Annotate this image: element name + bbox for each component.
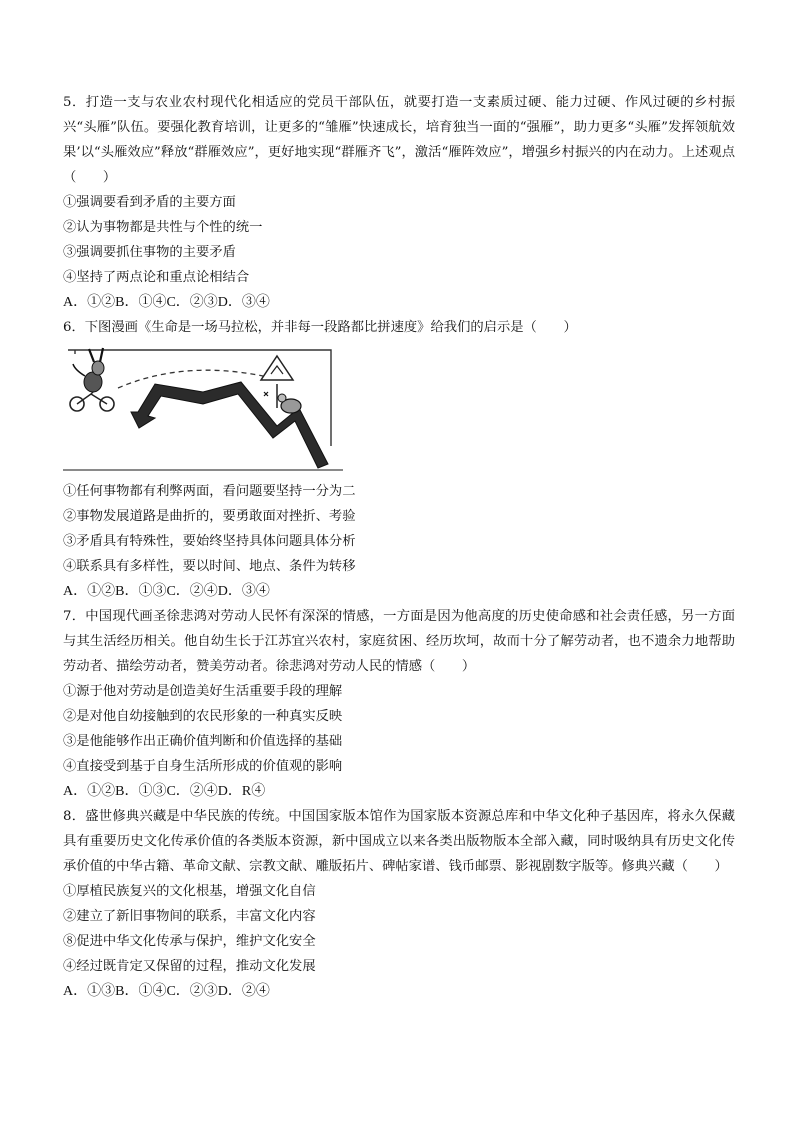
question-8 — [63, 804, 735, 1004]
question-7-option-1: ①源于他对劳动是创造美好生活重要手段的理解 — [63, 684, 343, 699]
question-5-answer-choices: A．①②B．①④C．②③D．③④ — [63, 295, 270, 310]
question-7-stem: 7．中国现代画圣徐悲鸿对劳动人民怀有深深的情感，一方面是因为他高度的历史使命感和社会责任感，另一方面与其生活经历相关。他自幼生长于江苏宜兴农村，家庭贫困、经历坎坷，故而十分了解劳动者，也不遗余力地帮助劳动者、描绘劳动者，赞美劳动者。徐悲鸿对劳动人民的情感（ ） — [63, 609, 735, 674]
question-6-stem: 6．下图漫画《生命是一场马拉松，并非每一段路都比拼速度》给我们的启示是（ ） — [63, 320, 577, 335]
cartoon-rabbit-tortoise-race-icon — [63, 346, 343, 471]
question-5-option-1: ①强调要看到矛盾的主要方面 — [63, 195, 236, 210]
question-8-option-2: ②建立了新旧事物间的联系，丰富文化内容 — [63, 909, 316, 924]
question-7-answer-choices: A．①②B．①③C．②④D．R④ — [63, 784, 266, 799]
question-8-option-1: ①厚植民族复兴的文化根基，增强文化自信 — [63, 884, 316, 899]
question-6-option-3: ③矛盾具有特殊性，要始终坚持具体问题具体分析 — [63, 534, 356, 549]
question-6 — [63, 315, 735, 604]
question-8-stem: 8．盛世修典兴藏是中华民族的传统。中国国家版本馆作为国家版本资源总库和中华文化种子基因库，将永久保藏具有重要历史文化传承价值的各类版本资源，新中国成立以来各类出版物版本全部入藏，同时吸纳具有历史文化传承价值的中华古籍、革命文献、宗教文献、雕版拓片、碑帖家谱、钱币邮票、影视剧数字版等。修典兴藏（ ） — [63, 809, 735, 874]
question-8-answer-choices: A．①③B．①④C．②③D．②④ — [63, 984, 270, 999]
question-6-option-1: ①任何事物都有利弊两面，看问题要坚持一分为二 — [63, 484, 356, 499]
question-7 — [63, 604, 735, 804]
question-7-option-3: ③是他能够作出正确价值判断和价值选择的基础 — [63, 734, 343, 749]
question-5-option-2: ②认为事物都是共性与个性的统一 — [63, 220, 263, 235]
question-8-option-3: ⑧促进中华文化传承与保护，维护文化安全 — [63, 934, 316, 949]
question-8-option-4: ④经过既肯定又保留的过程，推动文化发展 — [63, 959, 316, 974]
question-7-option-4: ④直接受到基于自身生活所形成的价值观的影响 — [63, 759, 343, 774]
rabbit-cyclist — [70, 348, 114, 411]
zigzag-arrow — [131, 382, 328, 468]
question-5-option-3: ③强调要抓住事物的主要矛盾 — [63, 245, 236, 260]
question-6-option-4: ④联系具有多样性，要以时间、地点、条件为转移 — [63, 559, 356, 574]
question-5 — [63, 90, 735, 315]
question-6-option-2: ②事物发展道路是曲折的，要勇敢面对挫折、考验 — [63, 509, 356, 524]
page-content — [63, 90, 735, 1004]
question-5-stem: 5．打造一支与农业农村现代化相适应的党员干部队伍，就要打造一支素质过硬、能力过硬、作风过硬的乡村振兴“头雁”队伍。要强化教育培训，让更多的“雏雁”快速成长，培育独当一面的“强雁”，助力更多“头雁”发挥领航效果’以“头雁效应”释放“群雁效应”，更好地实现“群雁齐飞”，激活“雁阵效应”，增强乡村振兴的内在动力。上述观点（ ） — [63, 95, 735, 185]
question-7-option-2: ②是对他自幼接触到的农民形象的一种真实反映 — [63, 709, 343, 724]
question-6-answer-choices: A．①②B．①③C．②④D．③④ — [63, 584, 270, 599]
question-5-option-4: ④坚持了两点论和重点论相结合 — [63, 270, 250, 285]
tortoise — [264, 392, 301, 413]
